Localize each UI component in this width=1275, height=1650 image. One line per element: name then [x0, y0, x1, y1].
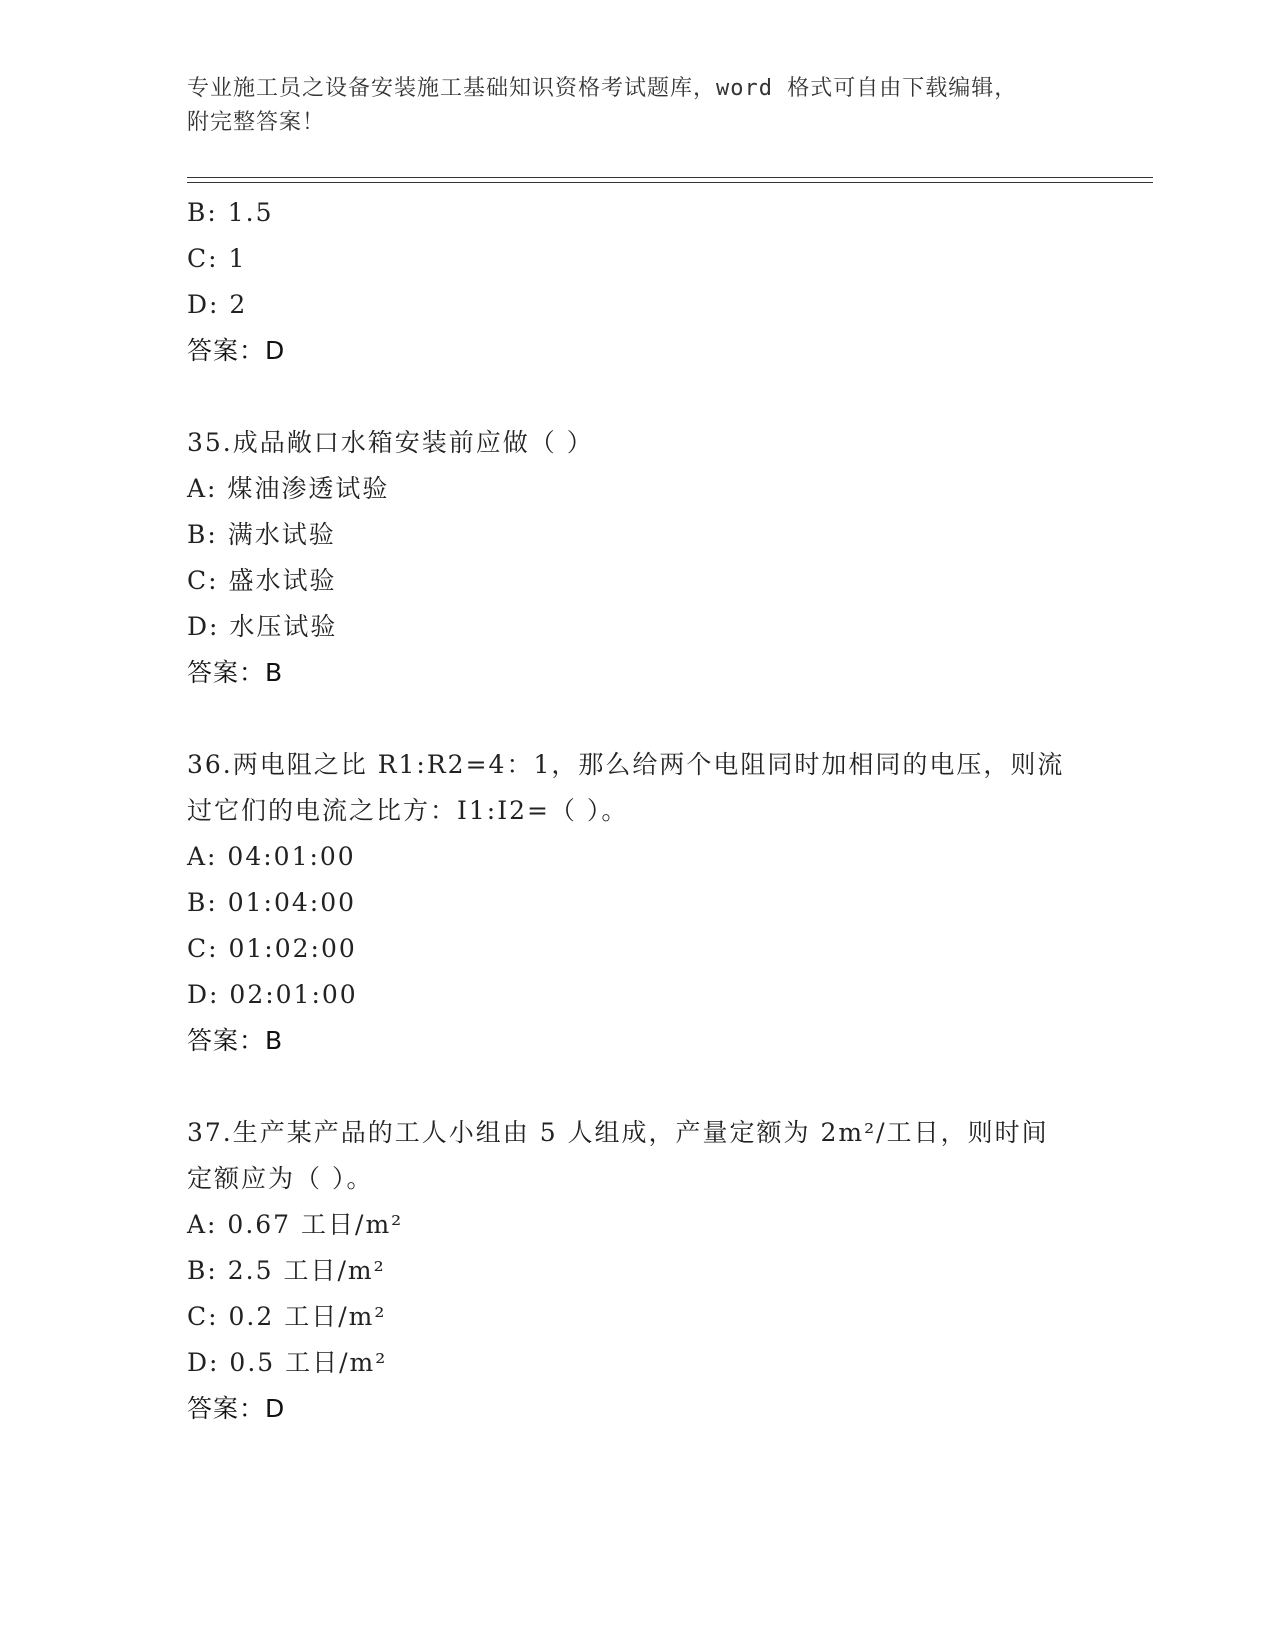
option-c: C: 0.2 工日/m² — [187, 1302, 387, 1331]
option-d: D: 2 — [187, 290, 248, 319]
answer-label: 答案：D — [187, 1394, 286, 1423]
question-stem-line-1: 36.两电阻之比 R1:R2=4：1，那么给两个电阻同时加相同的电压，则流 — [187, 750, 1065, 779]
question-content — [187, 190, 1087, 1432]
header-line-2: 附完整答案！ — [187, 110, 326, 135]
option-c: C: 01:02:00 — [187, 934, 357, 963]
question-34-tail — [187, 190, 1087, 374]
answer-label: 答案：D — [187, 336, 286, 365]
question-stem-line-1: 37.生产某产品的工人小组由 5 人组成，产量定额为 2m²/工日，则时间 — [187, 1118, 1049, 1147]
answer-label: 答案：B — [187, 1026, 284, 1055]
question-stem: 35.成品敞口水箱安装前应做（ ） — [187, 428, 594, 457]
option-c: C: 盛水试验 — [187, 566, 337, 595]
option-c: C: 1 — [187, 244, 247, 273]
option-d: D: 02:01:00 — [187, 980, 358, 1009]
option-b: B: 1.5 — [187, 198, 274, 227]
spacer — [187, 374, 1087, 420]
spacer — [187, 696, 1087, 742]
header-divider-top — [187, 177, 1153, 178]
question-36 — [187, 742, 1087, 1064]
document-header — [187, 72, 1087, 140]
option-a: A: 0.67 工日/m² — [187, 1210, 404, 1239]
answer-label: 答案：B — [187, 658, 284, 687]
option-b: B: 01:04:00 — [187, 888, 357, 917]
option-a: A: 煤油渗透试验 — [187, 474, 390, 503]
option-a: A: 04:01:00 — [187, 842, 356, 871]
option-b: B: 满水试验 — [187, 520, 336, 549]
header-line-1: 专业施工员之设备安装施工基础知识资格考试题库，word 格式可自由下载编辑， — [187, 76, 1018, 101]
question-stem-line-2: 定额应为（ ）。 — [187, 1164, 374, 1193]
option-d: D: 水压试验 — [187, 612, 338, 641]
question-37 — [187, 1110, 1087, 1432]
header-divider-bottom — [187, 182, 1153, 183]
option-b: B: 2.5 工日/m² — [187, 1256, 386, 1285]
question-35 — [187, 420, 1087, 696]
spacer — [187, 1064, 1087, 1110]
question-stem-line-2: 过它们的电流之比方：I1:I2=（ ）。 — [187, 796, 629, 825]
option-d: D: 0.5 工日/m² — [187, 1348, 388, 1377]
